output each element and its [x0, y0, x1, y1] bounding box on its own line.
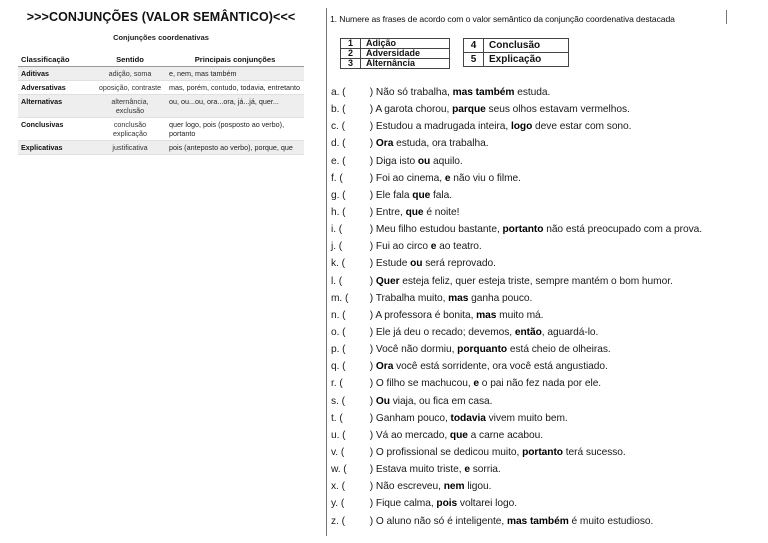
exercise-panel [326, 0, 768, 543]
exercise-item [331, 290, 702, 307]
legend-row [341, 49, 450, 59]
exercise-item [331, 444, 702, 461]
exercise-item [331, 84, 702, 101]
cell-sentido: justificativa [94, 141, 166, 155]
table-row [18, 118, 304, 141]
item-text-before: ) Estude [367, 258, 411, 270]
item-text-after: você está sorridente, ora você está angustiado. [393, 361, 608, 373]
table-header-row [18, 53, 304, 67]
item-text-after: viaja, ou fica em casa. [389, 395, 493, 407]
highlighted-conjunction: que [449, 429, 468, 441]
item-text-after: a carne acabou. [467, 429, 543, 441]
item-text-after: ganha pouco. [468, 292, 533, 304]
item-letter[interactable]: s. ( [331, 395, 345, 407]
legend-row [341, 39, 450, 49]
conjunctions-table [18, 53, 304, 155]
highlighted-conjunction: portanto [522, 446, 563, 458]
legend-label: Adversidade [361, 49, 450, 59]
highlighted-conjunction: Quer [375, 275, 400, 287]
highlighted-conjunction: parque [452, 104, 486, 116]
legend-number: 2 [341, 49, 361, 59]
item-letter[interactable]: m. ( [331, 292, 349, 304]
legend-row [341, 59, 450, 69]
item-letter[interactable]: c. ( [331, 121, 345, 133]
highlighted-conjunction: mas também [506, 515, 569, 527]
highlighted-conjunction: e [444, 172, 451, 184]
item-text-after: não está preocupado com a prova. [543, 224, 703, 236]
highlighted-conjunction: logo [510, 121, 533, 133]
highlighted-conjunction: Ou [375, 395, 390, 407]
item-text-before: ) O profissional se dedicou muito, [367, 446, 523, 458]
exercise-item [331, 427, 702, 444]
exercise-list [331, 84, 702, 530]
item-text-after: aquilo. [430, 155, 463, 167]
item-text-after: ao teatro. [436, 241, 482, 253]
item-text-before: ) [367, 138, 376, 150]
highlighted-conjunction: e [473, 378, 480, 390]
item-letter[interactable]: n. ( [331, 309, 346, 321]
header-sentido: Sentido [94, 53, 166, 67]
item-text-before: ) Fique calma, [367, 498, 437, 510]
cell-conjuncoes: mas, porém, contudo, todavia, entretanto [166, 81, 304, 95]
item-text-before: ) Ele fala [367, 189, 413, 201]
table-subtitle: Conjunções coordenativas [113, 33, 209, 42]
item-text-after: será reprovado. [422, 258, 496, 270]
highlighted-conjunction: Ora [375, 138, 394, 150]
highlighted-conjunction: e [430, 241, 437, 253]
exercise-item [331, 375, 702, 392]
exercise-item [331, 135, 702, 152]
item-letter[interactable]: h. ( [331, 206, 346, 218]
item-text-before: ) Vá ao mercado, [367, 429, 450, 441]
exercise-instruction: 1. Numere as frases de acordo com o valor semântico da conjunção coordenativa destacada [330, 14, 675, 24]
legend-label: Adição [361, 39, 450, 49]
cell-conjuncoes: pois (anteposto ao verbo), porque, que [166, 141, 304, 155]
item-text-before: ) Não só trabalha, [367, 87, 453, 98]
header-classificacao: Classificação [18, 53, 94, 67]
item-text-before: ) Diga isto [367, 155, 418, 167]
item-letter[interactable]: x. ( [331, 481, 345, 493]
legend-label: Alternância [361, 59, 450, 69]
item-letter[interactable]: k. ( [331, 258, 345, 270]
item-text-before: ) [367, 395, 376, 407]
item-letter[interactable]: l. ( [331, 275, 343, 287]
highlighted-conjunction: mas também [452, 87, 515, 98]
highlighted-conjunction: então [514, 326, 542, 338]
legend-right [463, 38, 569, 67]
legend-left [340, 38, 450, 69]
item-text-after: estuda, ora trabalha. [393, 138, 489, 150]
highlighted-conjunction: todavia [450, 412, 486, 424]
item-text-after: fala. [430, 189, 453, 201]
cell-conjuncoes: quer logo, pois (posposto ao verbo), portanto [166, 118, 304, 141]
legend-label: Conclusão [484, 39, 569, 53]
page-title: >>>CONJUNÇÕES (VALOR SEMÂNTICO)<<< [26, 10, 296, 24]
item-letter[interactable]: r. ( [331, 378, 343, 390]
highlighted-conjunction: ou [410, 258, 423, 270]
item-text-after: vivem muito bem. [485, 412, 568, 424]
item-letter[interactable]: o. ( [331, 326, 346, 338]
exercise-item [331, 358, 702, 375]
cell-sentido: oposição, contraste [94, 81, 166, 95]
exercise-item [331, 478, 702, 495]
cell-conjuncoes: ou, ou...ou, ora...ora, já...já, quer... [166, 95, 304, 118]
item-text-after: seus olhos estavam vermelhos. [485, 104, 630, 116]
exercise-item [331, 238, 702, 255]
item-text-after: muito má. [496, 309, 544, 321]
cell-classificacao: Alternativas [18, 95, 94, 118]
highlighted-conjunction: porquanto [457, 344, 508, 356]
left-divider [326, 8, 327, 536]
exercise-item [331, 324, 702, 341]
highlighted-conjunction: que [405, 206, 424, 218]
exercise-item [331, 307, 702, 324]
item-letter[interactable]: i. ( [331, 224, 343, 236]
cell-sentido: adição, soma [94, 67, 166, 81]
item-text-before: ) Estava muito triste, [367, 464, 465, 476]
highlighted-conjunction: ou [417, 155, 431, 167]
item-letter[interactable]: e. ( [331, 155, 346, 167]
item-text-before: ) [367, 275, 376, 287]
item-text-after: não viu o filme. [450, 172, 521, 184]
item-text-after: deve estar com sono. [532, 121, 632, 133]
item-letter[interactable]: f. ( [331, 172, 343, 184]
exercise-item [331, 153, 702, 170]
cell-sentido: conclusão explicação [94, 118, 166, 141]
table-row [18, 67, 304, 81]
cell-conjuncoes: e, nem, mas também [166, 67, 304, 81]
item-letter[interactable]: v. ( [331, 446, 345, 458]
exercise-item [331, 341, 702, 358]
item-letter[interactable]: w. ( [331, 464, 347, 476]
item-text-before: ) O aluno não só é inteligente, [367, 515, 507, 527]
item-text-after: terá sucesso. [562, 446, 626, 458]
item-text-before: ) O filho se machucou, [367, 378, 474, 390]
header-principais: Principais conjunções [166, 53, 304, 67]
item-text-after: é muito estudioso. [568, 515, 654, 527]
item-text-after: o pai não fez nada por ele. [479, 378, 602, 390]
item-text-after: está cheio de olheiras. [507, 344, 611, 356]
item-text-before: ) Você não dormiu, [367, 344, 458, 356]
highlighted-conjunction: nem [443, 481, 465, 493]
legend-row [464, 53, 569, 67]
exercise-item [331, 513, 702, 530]
item-letter[interactable]: y. ( [331, 498, 345, 510]
legend-number: 1 [341, 39, 361, 49]
cell-classificacao: Explicativas [18, 141, 94, 155]
item-text-before: ) A professora é bonita, [367, 309, 477, 321]
exercise-item [331, 221, 702, 238]
item-letter[interactable]: b. ( [331, 104, 346, 116]
highlighted-conjunction: pois [436, 498, 458, 510]
exercise-item [331, 204, 702, 221]
item-letter[interactable]: q. ( [331, 361, 346, 373]
legend-row [464, 39, 569, 53]
legend-number: 4 [464, 39, 484, 53]
item-text-before: ) Entre, [367, 206, 406, 218]
item-text-after: , aguardá-lo. [541, 326, 599, 338]
cell-sentido: alternância, exclusão [94, 95, 166, 118]
exercise-item [331, 101, 702, 118]
highlighted-conjunction: mas [476, 309, 497, 321]
item-text-before: ) Ele já deu o recado; devemos, [367, 326, 515, 338]
highlighted-conjunction: Ora [375, 361, 394, 373]
exercise-item [331, 393, 702, 410]
exercise-item [331, 273, 702, 290]
item-text-before: ) Trabalha muito, [367, 292, 449, 304]
cell-classificacao: Aditivas [18, 67, 94, 81]
item-text-before: ) [367, 361, 376, 373]
right-divider [726, 10, 727, 24]
exercise-item [331, 255, 702, 272]
conjunction-reference-panel [18, 6, 304, 155]
table-row [18, 141, 304, 155]
item-letter[interactable]: j. ( [331, 241, 343, 253]
item-letter[interactable]: d. ( [331, 138, 346, 150]
item-text-before: ) Ganham pouco, [367, 412, 451, 424]
exercise-item [331, 410, 702, 427]
exercise-item [331, 495, 702, 512]
item-text-after: é noite! [423, 206, 460, 218]
cell-classificacao: Adversativas [18, 81, 94, 95]
legend-number: 3 [341, 59, 361, 69]
exercise-item [331, 187, 702, 204]
item-text-before: ) Foi ao cinema, [367, 172, 445, 184]
item-text-after: sorria. [469, 464, 501, 476]
cell-classificacao: Conclusivas [18, 118, 94, 141]
item-text-after: ligou. [464, 481, 492, 493]
item-text-before: ) Não escreveu, [367, 481, 444, 493]
item-letter[interactable]: u. ( [331, 429, 346, 441]
item-text-after: esteja feliz, quer esteja triste, sempre mantém o bom humor. [399, 275, 673, 287]
exercise-item [331, 170, 702, 187]
item-letter[interactable]: t. ( [331, 412, 343, 424]
legend-label: Explicação [484, 53, 569, 67]
item-text-after: estuda. [514, 87, 551, 98]
item-text-after: voltarei logo. [457, 498, 517, 510]
item-text-before: ) A garota chorou, [367, 104, 453, 116]
legend-number: 5 [464, 53, 484, 67]
highlighted-conjunction: portanto [502, 224, 544, 236]
item-text-before: ) Fui ao circo [367, 241, 431, 253]
table-row [18, 95, 304, 118]
exercise-item [331, 118, 702, 135]
highlighted-conjunction: que [412, 189, 431, 201]
item-letter[interactable]: z. ( [331, 515, 345, 527]
item-letter[interactable]: a. ( [331, 87, 346, 98]
highlighted-conjunction: mas [448, 292, 469, 304]
item-letter[interactable]: g. ( [331, 189, 346, 201]
table-row [18, 81, 304, 95]
exercise-item [331, 461, 702, 478]
item-text-before: ) Estudou a madrugada inteira, [367, 121, 511, 133]
item-text-before: ) Meu filho estudou bastante, [367, 224, 503, 236]
highlighted-conjunction: e [464, 464, 470, 476]
item-letter[interactable]: p. ( [331, 344, 346, 356]
